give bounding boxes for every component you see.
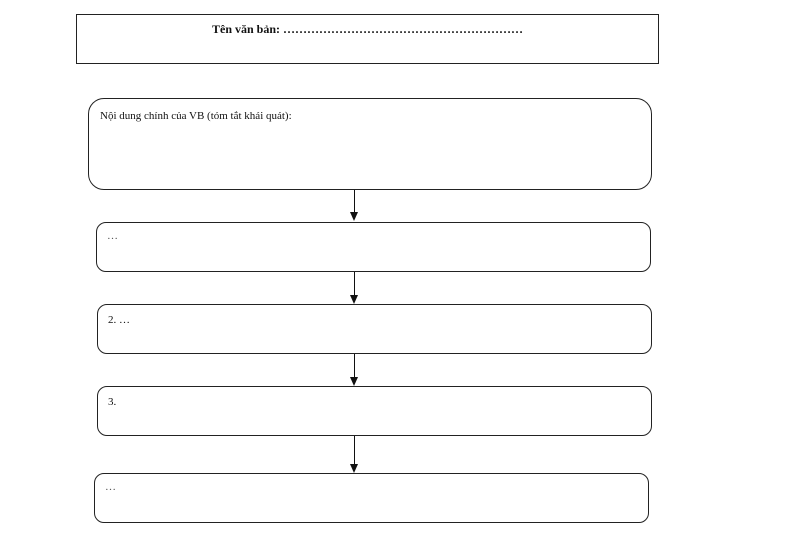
main-content-label: Nội dung chính của VB (tóm tắt khái quát): xyxy=(100,110,292,122)
document-title: Tên văn bản: …………………………………………………… xyxy=(211,22,524,36)
step-label-1: … xyxy=(107,230,118,242)
document-title-box xyxy=(76,14,659,64)
step-box-4 xyxy=(94,473,649,523)
step-box-3 xyxy=(97,386,652,436)
step-label-4: … xyxy=(105,481,116,493)
main-content-box xyxy=(88,98,652,190)
step-label-3: 3. xyxy=(108,396,117,408)
step-label-2: 2. … xyxy=(108,314,130,326)
step-box-2 xyxy=(97,304,652,354)
step-box-1 xyxy=(96,222,651,272)
